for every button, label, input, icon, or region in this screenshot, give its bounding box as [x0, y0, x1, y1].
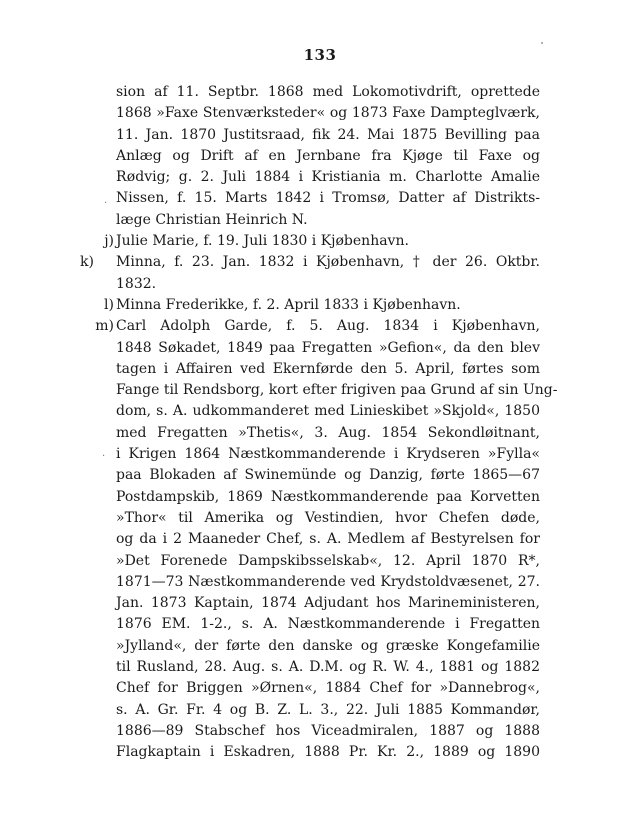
text-line: 1868 »Faxe Stenværksteder« og 1873 Faxe Dampteglværk, — [116, 105, 540, 122]
stray-dot: . — [104, 195, 108, 207]
text-line-with-mark — [80, 444, 540, 465]
entry-marker: j) — [104, 233, 114, 250]
text-line: s. A. Gr. Fr. 4 og B. Z. L. 3., 22. Juli 1885 Kommandør, — [116, 701, 540, 718]
text-line: Julie Marie, f. 19. Juli 1830 i Kjøbenhavn. — [116, 233, 409, 250]
text-line: med Fregatten »Thetis«, 3. Aug. 1854 Sekondløitnant, — [116, 424, 540, 441]
text-line: Nissen, f. 15. Marts 1842 i Tromsø, Datter af Distrikts- — [116, 190, 540, 207]
text-line: »Jylland«, der førte den danske og græske Kongefamilie — [116, 637, 540, 654]
text-line: 1832. — [116, 275, 157, 292]
text-line: dom, s. A. udkommanderet med Linieskibet »Skjold«, 1850 — [116, 403, 540, 420]
text-line: »Det Forenede Dampskibsselskab«, 12. April 1870 R*, — [116, 552, 540, 569]
entry-k — [80, 252, 540, 273]
stray-bullet: · — [102, 451, 106, 463]
entry-marker: m) — [95, 318, 114, 335]
entry-j — [80, 231, 540, 252]
text-line: Minna Frederikke, f. 2. April 1833 i Kjøbenhavn. — [116, 296, 461, 313]
text-line: Rødvig; g. 2. Juli 1884 i Kristiania m. Charlotte Amalie — [116, 169, 540, 186]
text-line: og da i 2 Maaneder Chef, s. A. Medlem af Bestyrelsen for — [116, 531, 540, 548]
text-line: Jan. 1873 Kaptain, 1874 Adjudant hos Marineministeren, — [116, 595, 540, 612]
text-line: Flagkaptain i Eskadren, 1888 Pr. Kr. 2., 1889 og 1890 — [116, 744, 540, 761]
text-line-with-mark — [80, 188, 540, 209]
text-line: læge Christian Heinrich N. — [116, 211, 308, 228]
text-line: sion af 11. Septbr. 1868 med Lokomotivdrift, oprettede — [116, 84, 540, 100]
text-line: Carl Adolph Garde, f. 5. Aug. 1834 i Kjøbenhavn, — [116, 318, 540, 335]
text-line: Chef for Briggen »Ørnen«, 1884 Chef for »Dannebrog«, — [116, 680, 540, 697]
text-line: tagen i Affairen ved Ekernførde den 5. April, førtes som — [116, 360, 540, 377]
page-number: 133 — [303, 46, 337, 64]
entry-marker: k) — [80, 254, 94, 271]
text-line: 11. Jan. 1870 Justitsraad, fik 24. Mai 1875 Bevilling paa — [116, 126, 540, 143]
text-line: Minna, f. 23. Jan. 1832 i Kjøbenhavn, † der 26. Oktbr. — [116, 254, 540, 271]
entry-marker: l) — [104, 296, 114, 313]
text-line: »Thor« til Amerika og Vestindien, hvor Chefen døde, — [116, 509, 540, 526]
text-line: 1848 Søkadet, 1849 paa Fregatten »Gefion«, da den blev — [116, 339, 540, 356]
entry-m — [80, 316, 540, 337]
entry-l — [80, 295, 540, 316]
text-line: 1876 EM. 1-2., s. A. Næstkommanderende i Fregatten — [116, 616, 540, 633]
text-line: 1886—89 Stabschef hos Viceadmiralen, 1887 og 1888 — [116, 722, 540, 739]
text-line: i Krigen 1864 Næstkommanderende i Krydseren »Fylla« — [116, 446, 540, 463]
text-line: 1871—73 Næstkommanderende ved Krydstoldvæsenet, 27. — [116, 573, 540, 590]
text-line: Fange til Rendsborg, kort efter frigiven paa Grund af sin Ung- — [116, 382, 558, 399]
corner-speck — [541, 42, 543, 44]
text-line: til Rusland, 28. Aug. s. A. D.M. og R. W. 4., 1881 og 1882 — [116, 659, 540, 676]
body-text — [80, 82, 558, 764]
text-line: Anlæg og Drift af en Jernbane fra Kjøge til Faxe og — [116, 147, 540, 164]
text-line: Postdampskib, 1869 Næstkommanderende paa Korvetten — [116, 488, 540, 505]
text-line: paa Blokaden af Swinemünde og Danzig, førte 1865—67 — [116, 467, 540, 484]
